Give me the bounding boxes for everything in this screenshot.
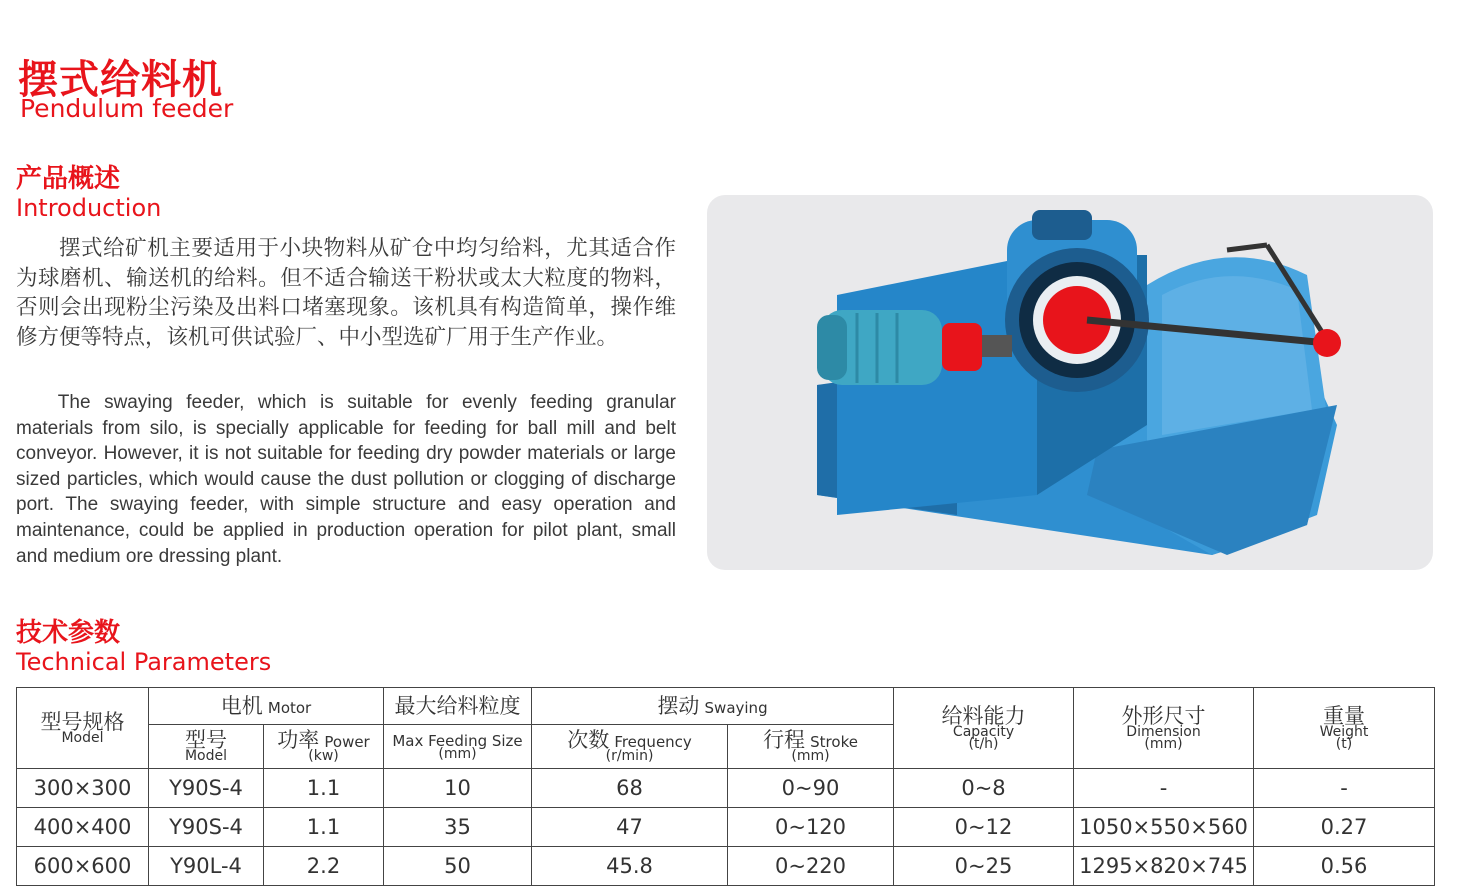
tech-heading-en: Technical Parameters [16, 648, 272, 676]
header-motor-model: 型号 Model [149, 725, 264, 769]
header-weight: 重量 Weight (t) [1254, 688, 1435, 769]
cell-power: 1.1 [264, 769, 384, 808]
cell-weight: 0.27 [1254, 808, 1435, 847]
cell-stroke: 0~220 [728, 847, 894, 886]
header-power: 功率 Power (kw) [264, 725, 384, 769]
cell-dimension: 1295×820×745 [1074, 847, 1254, 886]
page-title-en: Pendulum feeder [20, 94, 234, 123]
header-capacity: 给料能力 Capacity (t/h) [894, 688, 1074, 769]
cell-spec: 400×400 [17, 808, 149, 847]
intro-heading-en: Introduction [16, 194, 162, 222]
header-feed: 最大给料粒度 [384, 688, 532, 725]
cell-feed: 35 [384, 808, 532, 847]
cell-power: 1.1 [264, 808, 384, 847]
pendulum-feeder-machine-icon [707, 195, 1433, 570]
cell-weight: 0.56 [1254, 847, 1435, 886]
cell-stroke: 0~120 [728, 808, 894, 847]
header-spec: 型号规格 Model [17, 688, 149, 769]
product-photo [707, 195, 1433, 570]
cell-feed: 50 [384, 847, 532, 886]
table-row [17, 808, 1435, 847]
header-dimension: 外形尺寸 Dimension (mm) [1074, 688, 1254, 769]
header-frequency: 次数 Frequency (r/min) [532, 725, 728, 769]
cell-model: Y90S-4 [149, 808, 264, 847]
header-motor: 电机 Motor [149, 688, 384, 725]
cell-spec: 300×300 [17, 769, 149, 808]
cell-model: Y90L-4 [149, 847, 264, 886]
cell-capacity: 0~25 [894, 847, 1074, 886]
cell-stroke: 0~90 [728, 769, 894, 808]
table-row [17, 769, 1435, 808]
cell-model: Y90S-4 [149, 769, 264, 808]
cell-capacity: 0~12 [894, 808, 1074, 847]
tech-heading-cn: 技术参数 [16, 618, 121, 648]
cell-power: 2.2 [264, 847, 384, 886]
intro-paragraph-en: The swaying feeder, which is suitable for evenly feeding granular materials from silo, is specially applicable for feeding for ball mill and belt conveyor. However, it is not suitable for feeding dry powder materials or large sized particles, which would cause the dust pollution or clogging of discharge port. The swaying feeder, with simple structure and easy operation and maintenance, could be applied in production operation for pilot plant, small and medium ore dressing plant. [16, 392, 676, 567]
cell-weight: - [1254, 769, 1435, 808]
cell-spec: 600×600 [17, 847, 149, 886]
cell-frequency: 47 [532, 808, 728, 847]
cell-frequency: 45.8 [532, 847, 728, 886]
header-stroke: 行程 Stroke (mm) [728, 725, 894, 769]
header-swaying: 摆动 Swaying [532, 688, 894, 725]
intro-paragraph-cn: 摆式给矿机主要适用于小块物料从矿仓中均匀给料，尤其适合作为球磨机、输送机的给料。但不适合输送干粉状或太大粒度的物料，否则会出现粉尘污染及出料口堵塞现象。该机具有构造简单，操作维修方便等特点，该机可供试验厂、中小型选矿厂用于生产作业。 [16, 236, 676, 350]
cell-frequency: 68 [532, 769, 728, 808]
page-title-cn: 摆式给料机 [18, 57, 223, 103]
cell-feed: 10 [384, 769, 532, 808]
technical-parameters-table [16, 687, 1435, 886]
cell-dimension: 1050×550×560 [1074, 808, 1254, 847]
intro-heading-cn: 产品概述 [16, 164, 121, 194]
header-feed-en: Max Feeding Size (mm) [384, 725, 532, 769]
cell-dimension: - [1074, 769, 1254, 808]
cell-capacity: 0~8 [894, 769, 1074, 808]
table-row [17, 847, 1435, 886]
